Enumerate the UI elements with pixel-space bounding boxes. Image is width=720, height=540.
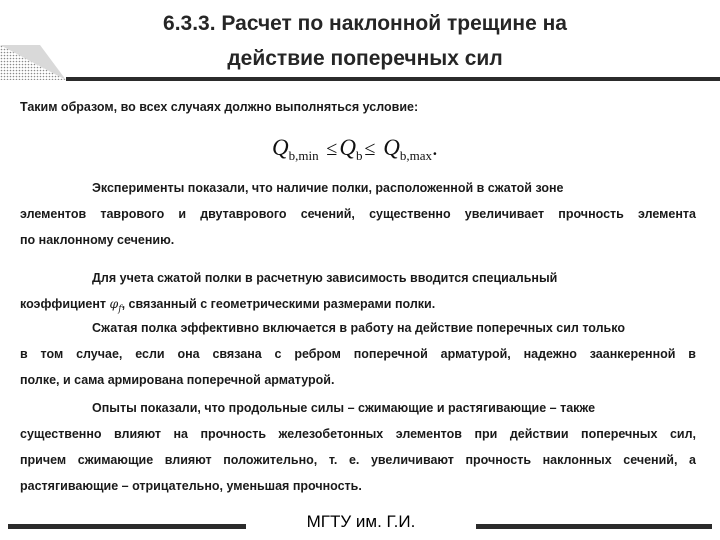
corner-decoration bbox=[0, 0, 90, 80]
formula-inequality bbox=[272, 135, 438, 165]
coefficient-label: коэффициент bbox=[20, 297, 110, 311]
phi-symbol: $\varphi_f$ bbox=[109, 296, 122, 315]
paragraph-line: по наклонному сечению. bbox=[20, 233, 175, 247]
paragraph-1 bbox=[20, 175, 696, 253]
formula-sub-min: b,min bbox=[288, 148, 319, 163]
formula-dot: . bbox=[431, 135, 438, 160]
paragraph-line: существенно влияют на прочность железобетонных элементов при действии поперечных сил, bbox=[20, 427, 696, 441]
coefficient-description: , связанный с геометрическими размерами полки. bbox=[121, 297, 436, 311]
formula-q-b: Q bbox=[339, 135, 356, 160]
title-line-1: 6.3.3. Расчет по наклонной трещине на bbox=[163, 12, 567, 35]
footer-text: МГТУ им. Г.И. bbox=[306, 512, 416, 531]
paragraph-3 bbox=[20, 315, 696, 393]
formula-q-max: Q bbox=[383, 135, 400, 160]
footer-divider-right bbox=[476, 524, 712, 529]
paragraph-line: Опыты показали, что продольные силы – сжимающие и растягивающие – также bbox=[92, 401, 596, 415]
formula-sub-b: b bbox=[355, 148, 363, 163]
formula-leq-1: ≤ bbox=[326, 138, 338, 160]
title-divider bbox=[66, 77, 720, 81]
paragraph-line bbox=[20, 291, 696, 317]
paragraph-line: Эксперименты показали, что наличие полки, расположенной в сжатой зоне bbox=[92, 181, 564, 195]
formula-sub-max: b,max bbox=[399, 148, 432, 163]
paragraph-4 bbox=[20, 395, 696, 499]
formula-leq-2: ≤ bbox=[364, 138, 376, 160]
footer-divider-left bbox=[8, 524, 246, 529]
paragraph-line: Для учета сжатой полки в расчетную зависимость вводится специальный bbox=[92, 271, 558, 285]
title-line-2: действие поперечных сил bbox=[227, 47, 503, 70]
formula-q-min: Q bbox=[272, 135, 289, 160]
intro-text: Таким образом, во всех случаях должно выполняться условие: bbox=[20, 100, 419, 114]
paragraph-line: элементов таврового и двутаврового сечений, существенно увеличивает прочность элемента bbox=[20, 207, 696, 221]
paragraph-line: в том случае, если она связана с ребром поперечной арматурой, надежно заанкеренной в bbox=[20, 347, 696, 361]
paragraph-line: Сжатая полка эффективно включается в работу на действие поперечных сил только bbox=[92, 321, 625, 335]
paragraph-line: растягивающие – отрицательно, уменьшая прочность. bbox=[20, 479, 362, 493]
page-title bbox=[95, 6, 635, 76]
paragraph-line: полке, и сама армирована поперечной арматурой. bbox=[20, 373, 335, 387]
paragraph-line: причем сжимающие влияют положительно, т. е. увеличивают прочность наклонных сечений, а bbox=[20, 453, 696, 467]
paragraph-2 bbox=[20, 265, 696, 317]
